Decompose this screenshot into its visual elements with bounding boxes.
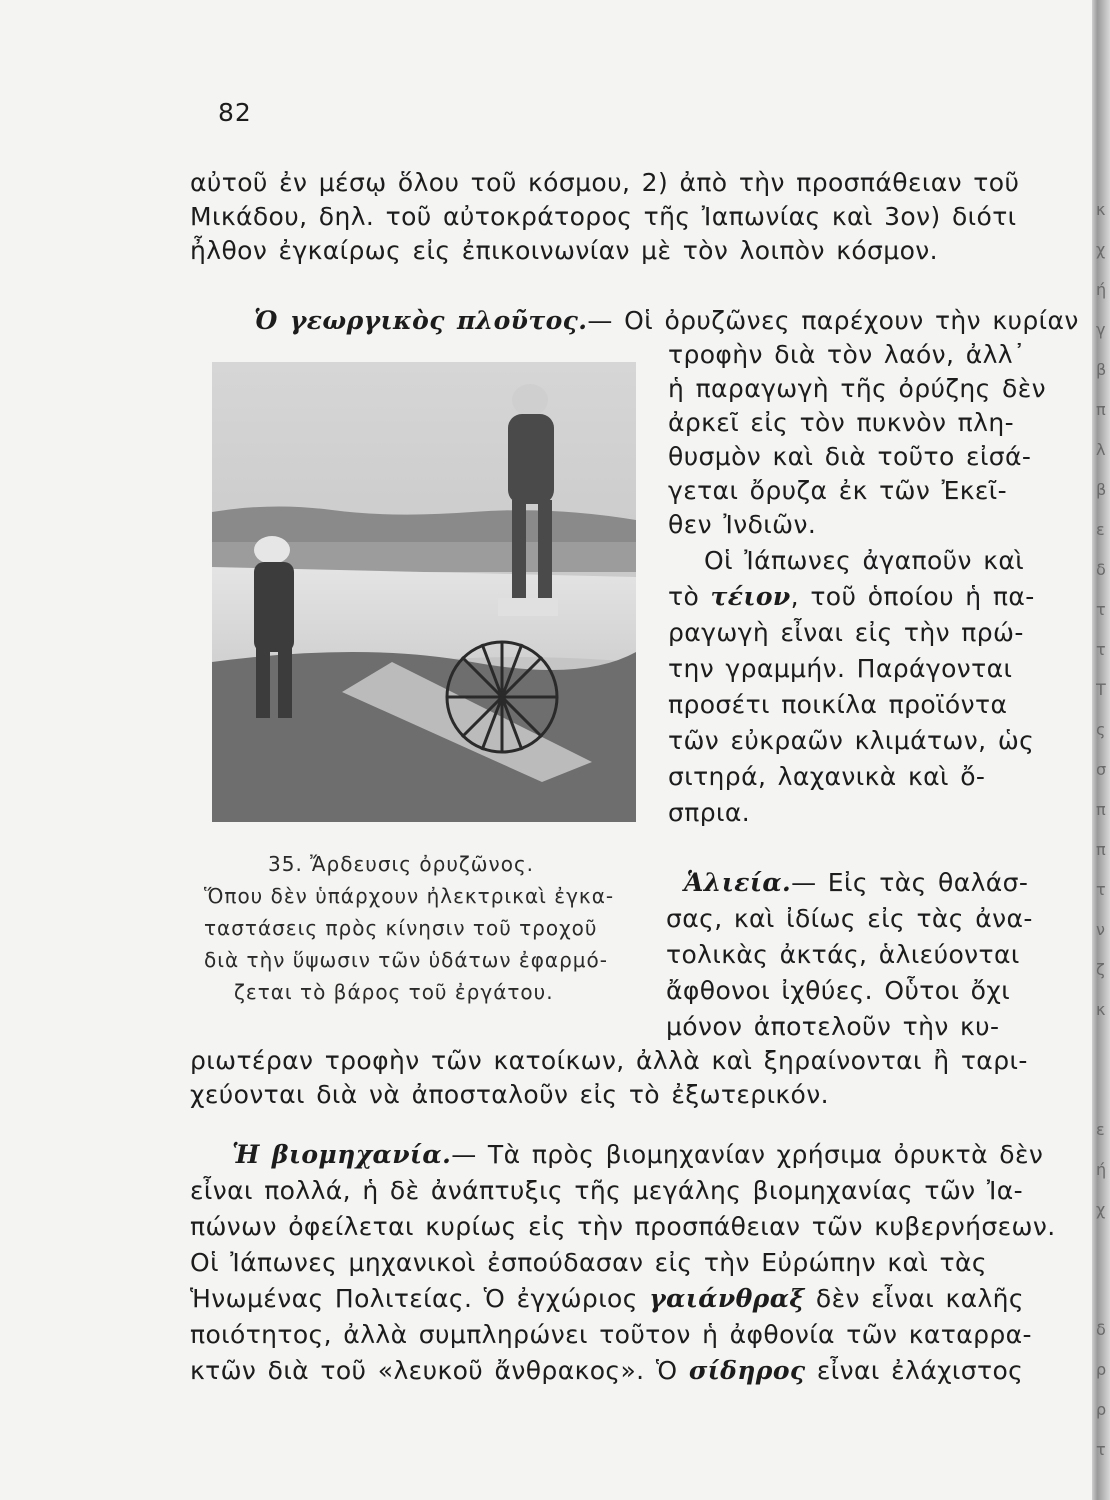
tea-line: ραγωγὴ εἶναι εἰς τὴν πρώ- xyxy=(668,618,1024,647)
figure-caption-line: διὰ τὴν ὕψωσιν τῶν ὑδάτων ἐφαρμό- xyxy=(204,948,608,972)
industry-line: πώνων ὀφείλεται κυρίως εἰς τὴν προσπάθειαν τῶν κυβερνήσεων. xyxy=(190,1212,1056,1241)
fishing-line: τολικὰς ἀκτάς, ἁλιεύονται xyxy=(666,940,1020,969)
tea-line-2 xyxy=(668,580,1035,614)
figure-caption-line: ζεται τὸ βάρος τοῦ ἐργάτου. xyxy=(234,980,554,1004)
photo-embankment xyxy=(212,652,636,822)
tea-line: την γραμμήν. Παράγονται xyxy=(668,654,1013,683)
coal-word: γαιάνθραξ xyxy=(649,1284,805,1313)
industry-iron-line xyxy=(190,1354,1023,1388)
industry-first-line xyxy=(232,1138,1043,1172)
adjacent-page-letter: ή xyxy=(1096,1160,1107,1179)
tea-line: σπρια. xyxy=(668,798,751,827)
adjacent-page-letter: τ xyxy=(1096,640,1106,659)
adjacent-page-letter xyxy=(1096,1270,1110,1310)
adjacent-page-letter xyxy=(1096,1030,1110,1070)
industry-first-line-text: — Τὰ πρὸς βιομηχανίαν χρήσιμα ὀρυκτὰ δὲν xyxy=(451,1140,1044,1169)
adjacent-page-letter: β xyxy=(1096,360,1107,379)
figure-caption-line: Ὅπου δὲν ὑπάρχουν ἠλεκτρικαὶ ἐγκα- xyxy=(204,884,615,908)
fishing-line: σας, καὶ ἰδίως εἰς τὰς ἀνα- xyxy=(666,904,1033,933)
tea-line: προσέτι ποικίλα προϊόντα xyxy=(668,690,1008,719)
adjacent-page-letter: ς xyxy=(1096,720,1106,739)
page-number: 82 xyxy=(218,98,252,127)
adjacent-page-letter: δ xyxy=(1096,560,1106,579)
adjacent-page-letter: π xyxy=(1096,840,1106,859)
fishing-heading: Ἁλιεία. xyxy=(684,868,792,897)
agriculture-line: τροφὴν διὰ τὸν λαόν, ἀλλ᾽ xyxy=(668,340,1026,369)
photo-illustration xyxy=(212,362,636,822)
agriculture-heading: Ὁ γεωργικὸς πλοῦτος. xyxy=(254,306,588,335)
adjacent-page-letter: π xyxy=(1096,800,1106,819)
adjacent-page-letter: λ xyxy=(1096,440,1106,459)
agriculture-line: γεται ὄρυζα ἐκ τῶν Ἐκεῖ- xyxy=(668,476,1008,505)
intro-line-1: αὐτοῦ ἐν μέσῳ ὅλου τοῦ κόσμου, 2) ἀπὸ τὴν προσπάθειαν τοῦ xyxy=(190,168,1020,197)
intro-line-3: ἦλθον ἐγκαίρως εἰς ἐπικοινωνίαν μὲ τὸν λοιπὸν κόσμον. xyxy=(190,236,938,265)
adjacent-page-letter: χ xyxy=(1096,240,1106,259)
agriculture-line: ἀρκεῖ εἰς τὸν πυκνὸν πλη- xyxy=(668,408,1014,437)
tea-word: τέιον xyxy=(710,582,791,611)
adjacent-page-letter: τ xyxy=(1096,1440,1106,1459)
photo-waterwheel xyxy=(447,642,557,752)
adjacent-page-letter: ή xyxy=(1096,280,1107,299)
industry-line: ποιότητος, ἀλλὰ συμπληρώνει τοῦτον ἡ ἀφθονία τῶν καταρρα- xyxy=(190,1320,1032,1349)
adjacent-page-letters xyxy=(1096,190,1110,1470)
tea-post: , τοῦ ὁποίου ἡ πα- xyxy=(790,582,1035,611)
fishing-full-line: χεύονται διὰ νὰ ἀποσταλοῦν εἰς τὸ ἐξωτερικόν. xyxy=(190,1080,829,1109)
adjacent-page-letter: β xyxy=(1096,480,1107,499)
industry-line: Οἱ Ἰάπωνες μηχανικοὶ ἐσπούδασαν εἰς τὴν Εὐρώπην καὶ τὰς xyxy=(190,1248,987,1277)
agriculture-line: θεν Ἰνδιῶν. xyxy=(668,510,817,539)
adjacent-page-letter: δ xyxy=(1096,1320,1106,1339)
tea-line: τῶν εὐκραῶν κλιμάτων, ὡς xyxy=(668,726,1035,755)
adjacent-page-letter: τ xyxy=(1096,880,1106,899)
adjacent-page-letter xyxy=(1096,1230,1110,1270)
industry-iron-post: εἶναι ἐλάχιστος xyxy=(805,1356,1024,1385)
adjacent-page-letter: τ xyxy=(1096,600,1106,619)
adjacent-page-letter: π xyxy=(1096,400,1106,419)
iron-word: σίδηρος xyxy=(688,1356,806,1385)
adjacent-page-letter: ν xyxy=(1096,920,1105,939)
adjacent-page-letter: Τ xyxy=(1096,680,1106,699)
agriculture-first-line-text: — Οἱ ὀρυζῶνες παρέχουν τὴν κυρίαν xyxy=(587,306,1079,335)
adjacent-page-letter: κ xyxy=(1096,1000,1106,1019)
adjacent-page-letter: σ xyxy=(1096,760,1107,779)
tea-line: σιτηρά, λαχανικὰ καὶ ὄ- xyxy=(668,762,986,791)
adjacent-page-letter: ε xyxy=(1096,520,1105,539)
industry-coal-pre: Ἡνωμένας Πολιτείας. Ὁ ἐγχώριος xyxy=(190,1284,638,1313)
figure-caption-line: ταστάσεις πρὸς κίνησιν τοῦ τροχοῦ xyxy=(204,916,598,940)
industry-heading: Ἡ βιομηχανία. xyxy=(232,1140,452,1169)
industry-coal-line xyxy=(190,1282,1024,1316)
rice-irrigation-photo xyxy=(212,362,636,822)
industry-iron-pre: κτῶν διὰ τοῦ «λευκοῦ ἄνθρακος». Ὁ xyxy=(190,1356,689,1385)
industry-coal-post: δὲν εἶναι καλῆς xyxy=(804,1284,1024,1313)
figure-caption-title: 35. Ἄρδευσις ὀρυζῶνος. xyxy=(268,852,535,876)
agriculture-line: θυσμὸν καὶ διὰ τοῦτο εἰσά- xyxy=(668,442,1032,471)
agriculture-first-line xyxy=(254,304,1079,338)
intro-line-2: Μικάδου, δηλ. τοῦ αὐτοκράτορος τῆς Ἰαπωνίας καὶ 3ον) διότι xyxy=(190,202,1017,231)
tea-pre: τὸ xyxy=(668,582,711,611)
fishing-first-line xyxy=(684,866,1028,900)
adjacent-page-letter: ρ xyxy=(1096,1360,1107,1379)
adjacent-page-letter: γ xyxy=(1096,320,1106,339)
adjacent-page-letter: κ xyxy=(1096,200,1106,219)
fishing-full-line: ριωτέραν τροφὴν τῶν κατοίκων, ἀλλὰ καὶ ξηραίνονται ἢ ταρι- xyxy=(190,1046,1028,1075)
fishing-first-line-text: — Εἰς τὰς θαλάσ- xyxy=(791,868,1029,897)
adjacent-page-letter: ρ xyxy=(1096,1400,1107,1419)
fishing-line: μόνον ἀποτελοῦν τὴν κυ- xyxy=(666,1012,1000,1041)
adjacent-page-letter: ζ xyxy=(1096,960,1105,979)
tea-line-1: Οἱ Ἰάπωνες ἀγαποῦν καὶ xyxy=(704,546,1025,575)
adjacent-page-letter: ε xyxy=(1096,1120,1105,1139)
fishing-line: ἄφθονοι ἰχθύες. Οὗτοι ὄχι xyxy=(666,976,1011,1005)
adjacent-page-letter xyxy=(1096,1070,1110,1110)
adjacent-page-letter: χ xyxy=(1096,1200,1106,1219)
agriculture-line: ἡ παραγωγὴ τῆς ὀρύζης δὲν xyxy=(668,374,1046,403)
industry-line: εἶναι πολλά, ἡ δὲ ἀνάπτυξις τῆς μεγάλης βιομηχανίας τῶν Ἰα- xyxy=(190,1176,1024,1205)
